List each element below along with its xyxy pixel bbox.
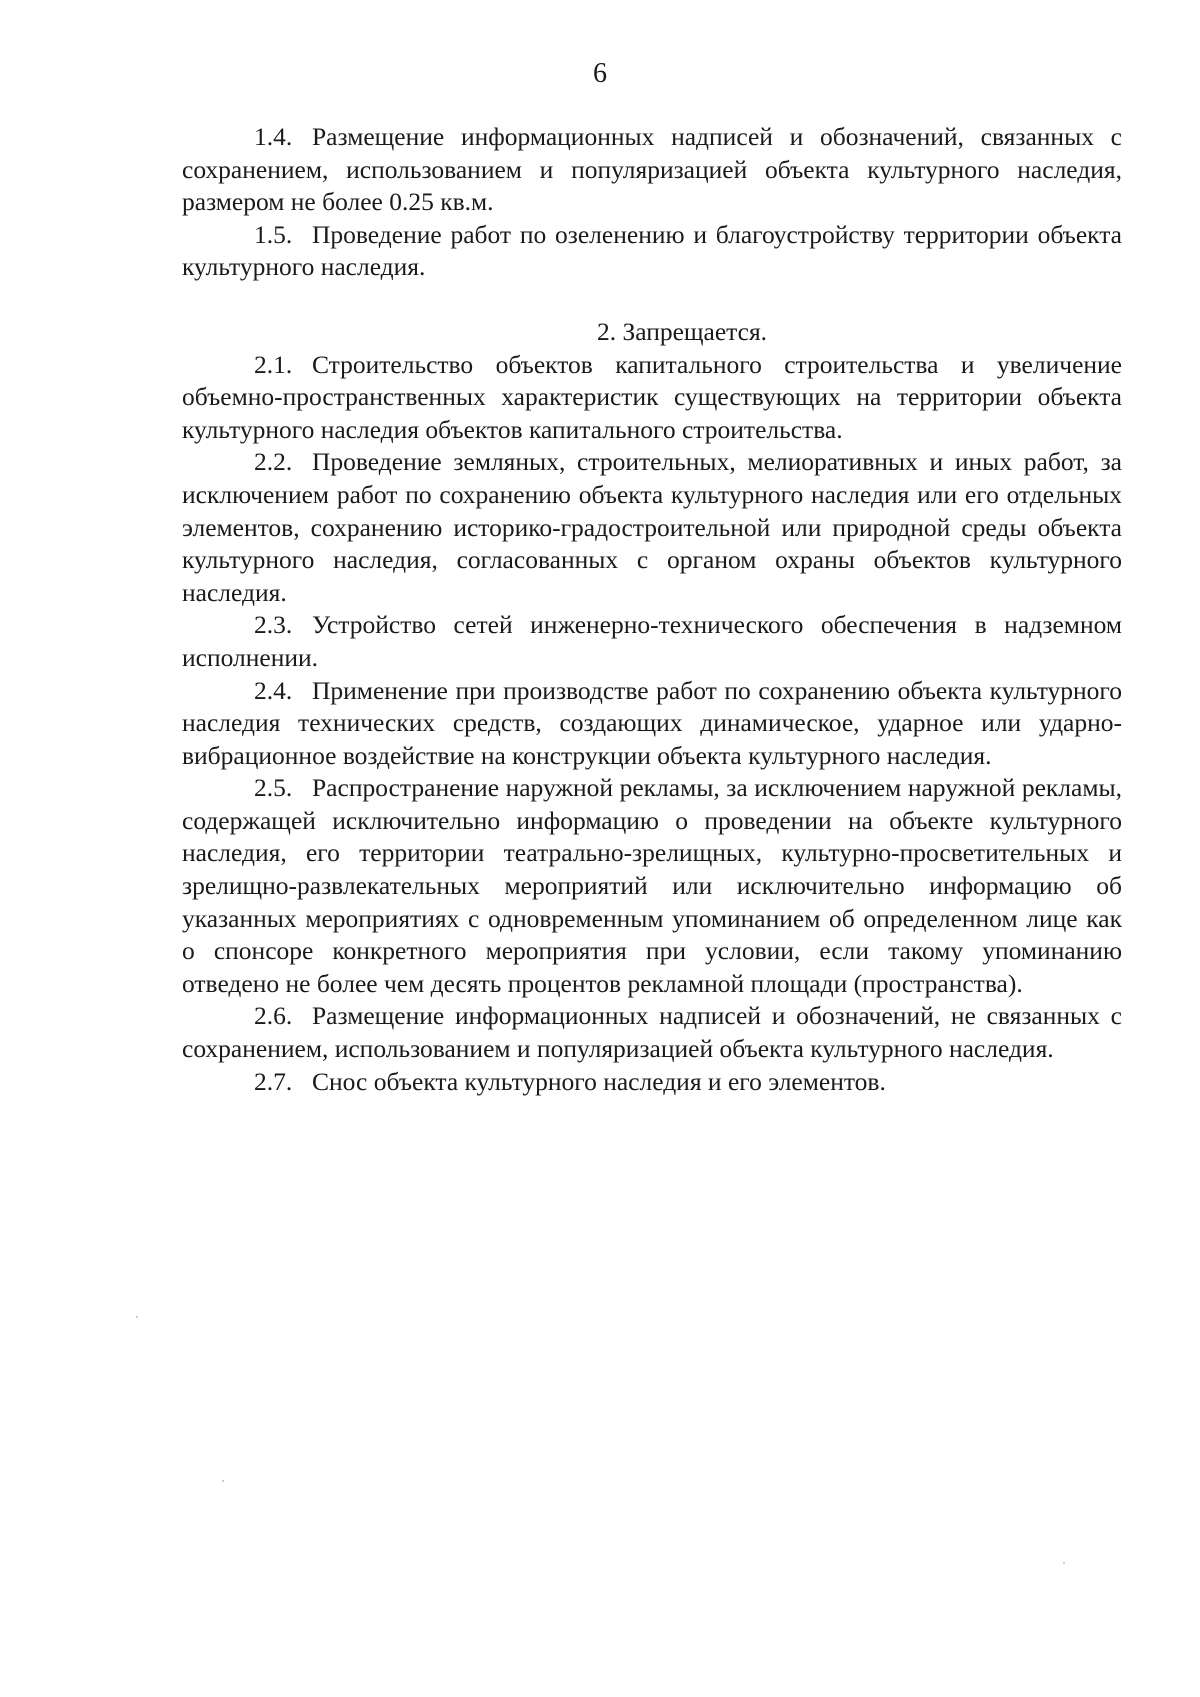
scan-speck: [222, 1480, 224, 1482]
document-body: [182, 121, 1122, 1098]
clause-2-6: [182, 1000, 1122, 1065]
section-2-list: [182, 349, 1122, 1099]
clause-number: 2.1.: [254, 349, 293, 379]
clause-2-4: [182, 675, 1122, 773]
clause-number: 2.3.: [254, 610, 293, 640]
clause-text: Применение при производстве работ по сохранению объекта культурного наследия технических средств, создающих динамическое, ударное или ударно-вибрационное воздействие на конструкции объекта культурного наследия.: [182, 675, 1122, 770]
clause-number: 1.5.: [254, 219, 293, 249]
clause-2-7: [182, 1066, 1122, 1099]
clause-text: Устройство сетей инженерно-технического обеспечения в надземном исполнении.: [182, 610, 1122, 672]
clause-2-3: [182, 609, 1122, 674]
clause-number: 2.6.: [254, 1001, 293, 1031]
clause-number: 1.4.: [254, 122, 293, 151]
clause-number: 2.5.: [254, 773, 293, 803]
clause-text: Проведение работ по озеленению и благоустройству территории объекта культурного наследия.: [182, 219, 1122, 282]
page-number: 6: [593, 58, 607, 89]
clause-number: 2.4.: [254, 675, 293, 705]
clause-2-1: [182, 349, 1122, 447]
section-2-heading: 2. Запрещается.: [596, 316, 768, 346]
clause-text: Размещение информационных надписей и обозначений, связанных с сохранением, использованием и популяризацией объекта культурного наследия, размером не более 0.25 кв.м.: [182, 122, 1122, 217]
clause-2-2: [182, 446, 1122, 609]
clause-text: Размещение информационных надписей и обозначений, не связанных с сохранением, использованием и популяризацией объекта культурного наследия.: [182, 1001, 1122, 1064]
clause-text: Строительство объектов капитального строительства и увеличение объемно-пространственных характеристик существующих на территории объекта культурного наследия объектов капитального строительства.: [182, 349, 1122, 444]
clause-1-5: [182, 219, 1122, 284]
scan-speck: [1063, 1562, 1065, 1564]
clause-text: Проведение земляных, строительных, мелиоративных и иных работ, за исключением работ по сохранению объекта культурного наследия или его отдельных элементов, сохранению историко-градостроительной или природной среды объекта культурного наследия, согласованных с органом охраны объектов культурного наследия.: [182, 447, 1122, 607]
clause-text: Снос объекта культурного наследия и его элементов.: [312, 1066, 886, 1096]
scan-speck: [136, 1316, 138, 1318]
clause-number: 2.2.: [254, 447, 293, 477]
section-1-list: [182, 121, 1122, 284]
clause-text: Распространение наружной рекламы, за исключением наружной рекламы, содержащей исключительно информацию о проведении на объекте культурного наследия, его территории театрально-зрелищных, культурно-просветительных и зрелищно-развлекательных мероприятий или исключительно информацию об указанных мероприятиях с одновременным упоминанием об определенном лице как о спонсоре конкретного мероприятия при условии, если такому упоминанию отведено не более чем десять процентов рекламной площади (пространства).: [182, 773, 1122, 998]
clause-1-4: [182, 121, 1122, 219]
clause-number: 2.7.: [254, 1066, 293, 1096]
clause-2-5: [182, 772, 1122, 1000]
